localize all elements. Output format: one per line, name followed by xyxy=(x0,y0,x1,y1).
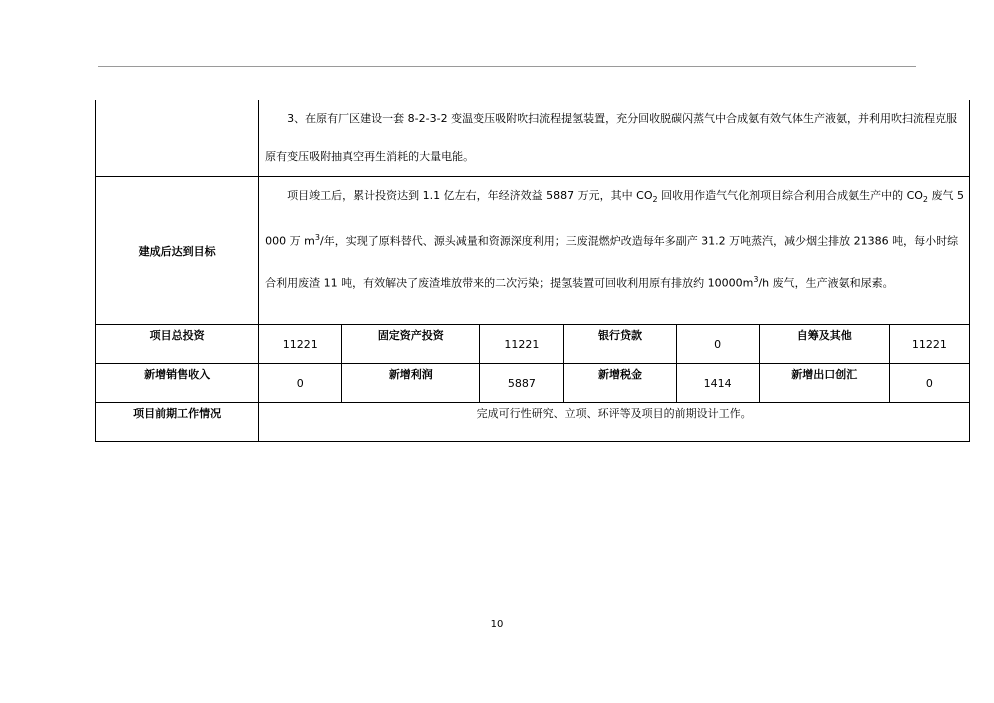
new-tax-value: 1414 xyxy=(676,364,759,403)
fixed-assets-value: 11221 xyxy=(480,325,564,364)
bank-loan-value: 0 xyxy=(676,325,759,364)
new-profit-label: 新增利润 xyxy=(342,364,480,403)
process-text-cell xyxy=(259,100,970,177)
total-investment-label: 项目总投资 xyxy=(96,325,259,364)
self-funded-label: 自筹及其他 xyxy=(759,325,889,364)
goal-text-1: 项目竣工后，累计投资达到 1.1 亿左右，年经济效益 5887 万元，其中 CO xyxy=(287,189,653,202)
goal-text-cell xyxy=(259,177,970,325)
table-row xyxy=(96,403,970,442)
page-number: 10 xyxy=(490,619,504,630)
total-investment-value: 11221 xyxy=(259,325,342,364)
goal-label: 建成后达到目标 xyxy=(96,177,259,325)
new-export-label: 新增出口创汇 xyxy=(759,364,889,403)
new-sales-label: 新增销售收入 xyxy=(96,364,259,403)
goal-sub-2: 2 xyxy=(922,195,929,205)
table-row xyxy=(96,100,970,177)
header-rule xyxy=(98,66,916,67)
new-sales-value: 0 xyxy=(259,364,342,403)
new-export-value: 0 xyxy=(889,364,969,403)
prework-text: 完成可行性研究、立项、环评等及项目的前期设计工作。 xyxy=(259,403,970,442)
goal-text-3: 废气 5000 万 m xyxy=(265,189,965,248)
goal-sup-2: 3 xyxy=(753,274,759,284)
fixed-assets-label: 固定资产投资 xyxy=(342,325,480,364)
process-text: 3、在原有厂区建设一套 8-2-3-2 变温变压吸附吹扫流程提氢装置，充分回收脱碳闪蒸气中合成氨有效气体生产液氨，并利用吹扫流程克服原有变压吸附抽真空再生消耗的大量电能。 xyxy=(265,112,958,163)
goal-sup-1: 3 xyxy=(314,233,320,243)
table-row xyxy=(96,364,970,403)
goal-text-4: /年，实现了原料替代、源头减量和资源深度利用；三废混燃炉改造每年多副产 31.2 万吨蒸汽，减少烟尘排放 21386 吨，每小时综合利用废渣 11 吨，有效解决了废渣堆放带来的二次污染；提氢装置可回收利用原有排放约 10000m xyxy=(265,234,959,290)
project-table xyxy=(95,100,970,442)
goal-text-2: 回收用作造气气化剂项目综合利用合成氨生产中的 CO xyxy=(657,189,923,202)
table-row xyxy=(96,177,970,325)
bank-loan-label: 银行贷款 xyxy=(564,325,676,364)
goal-text-5: /h 废气，生产液氨和尿素。 xyxy=(758,276,894,290)
goal-sub-1: 2 xyxy=(652,195,658,205)
new-profit-value: 5887 xyxy=(480,364,564,403)
self-funded-value: 11221 xyxy=(889,325,969,364)
table-row xyxy=(96,325,970,364)
empty-label-cell xyxy=(96,100,259,177)
new-tax-label: 新增税金 xyxy=(564,364,676,403)
prework-label: 项目前期工作情况 xyxy=(96,403,259,442)
